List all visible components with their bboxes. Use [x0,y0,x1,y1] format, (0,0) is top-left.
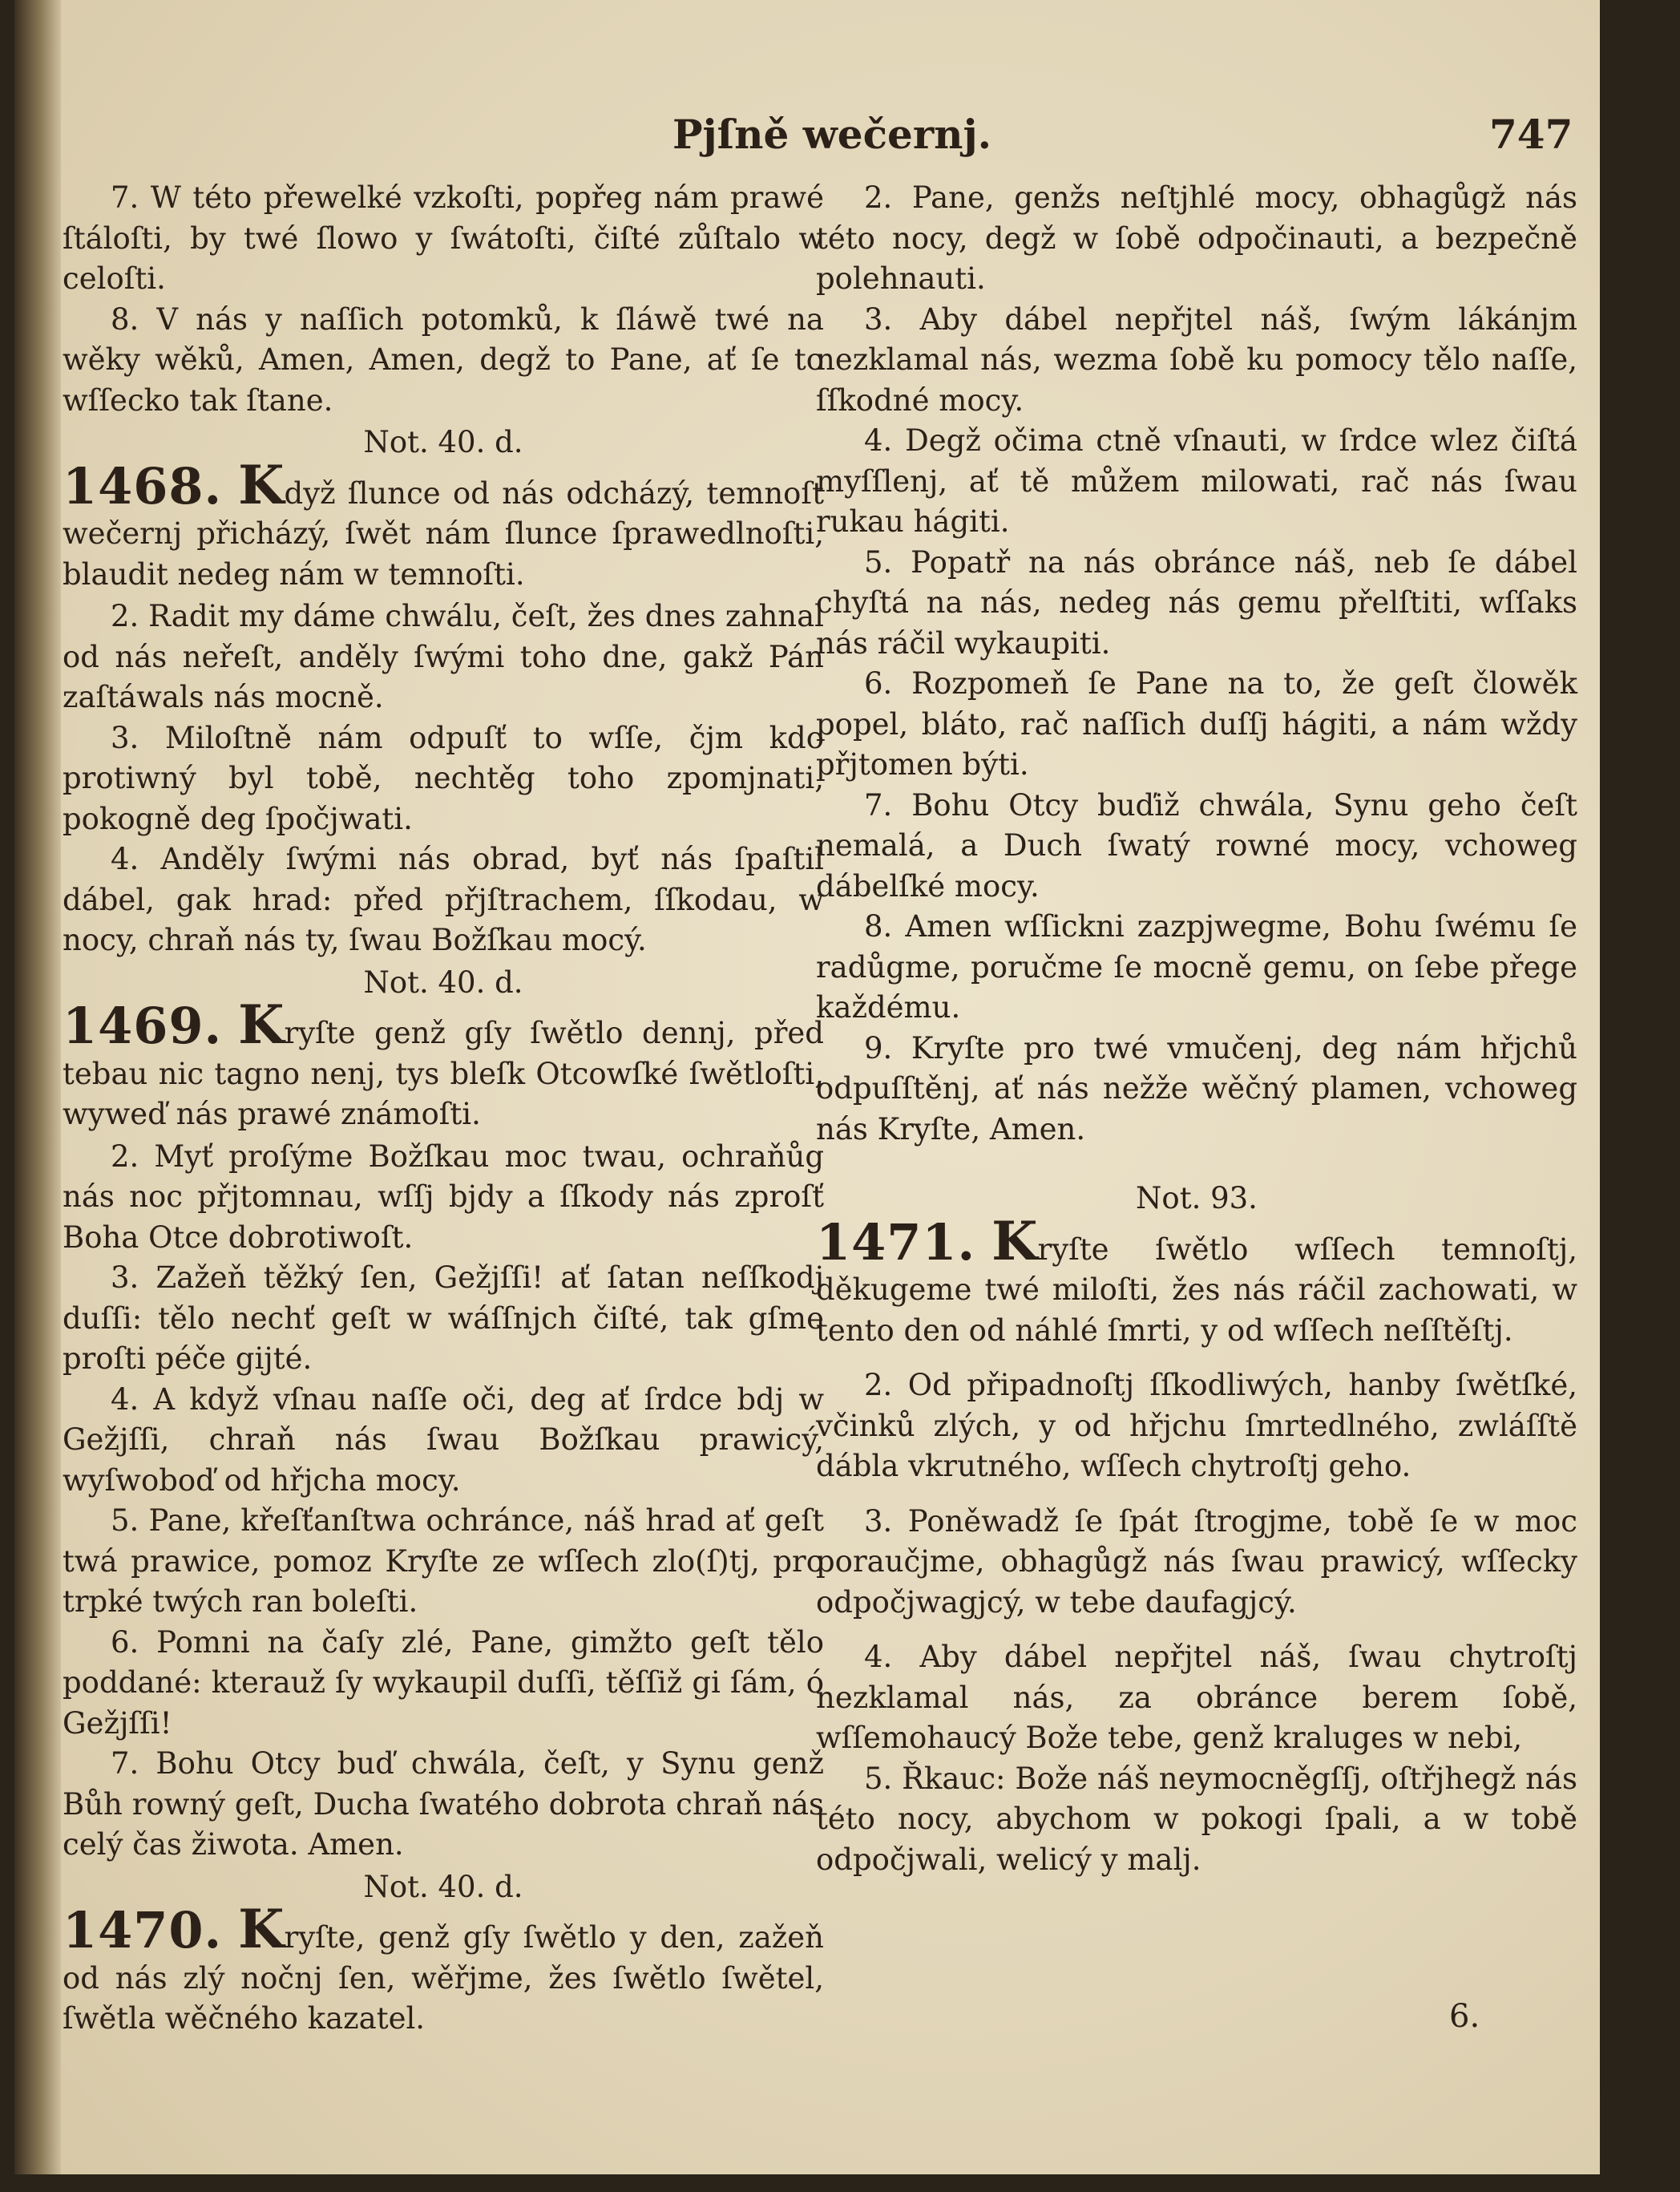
verse: 6. Rozpomeň ſe Pane na to, že geſt člowěk popel, bláto, rač naſſich duſſj hágiti, a nám wždy přjtomen býti. [816,666,1577,782]
verse: 2. Radit my dáme chwálu, čeſt, žes dnes zahnal od nás neřeſt, anděly ſwými toho dne, gakž Pán zaſtáwals nás mocně. [63,599,824,714]
initial-letter: K [238,453,285,516]
left-column [63,178,824,2041]
verse: 4. Anděly ſwými nás obrad, byť nás ſpaſtil dábel, gak hrad: před přjſtrachem, ſſkodau, w nocy, chraň nás ty, ſwau Božſkau mocý. [63,842,824,957]
verse: 3. Poněwadž ſe ſpát ſtrogjme, tobě ſe w moc poraučjme, obhagůgž nás ſwau prawicý, wſſecky odpočjwagjcý, w tebe daufagjcý. [816,1503,1577,1620]
hymn-1470-first-verse [63,1898,824,2040]
running-header: Pjſně wečernj. [672,111,992,158]
verse: 7. Bohu Otcy buďiž chwála, Synu geho čeſt nemalá, a Duch ſwatý rowné mocy, vchoweg dábelſké mocy. [816,787,1577,904]
hymn-number: 1468. [63,456,223,516]
melody-note: Not. 40. d. [363,1869,523,1904]
verse: 5. Popatř na nás obránce náš, neb ſe dábel chyſtá na nás, nedeg nás gemu přelſtiti, wſſaks nás ráčil wykaupiti. [816,544,1577,661]
verse: 2. Pane, genžs neſtjhlé mocy, obhagůgž nás této nocy, degž w ſobě odpočinauti, a bezpečně polehnauti. [816,180,1577,296]
page-number: 747 [1489,111,1573,158]
melody-note: Not. 40. d. [363,425,523,459]
verse: 3. Miloſtně nám odpuſť to wſſe, čjm kdo protiwný byl tobě, nechtěg toho zpomjnati, pokogně deg ſpočjwati. [63,720,824,836]
verse: 8. Amen wſſickni zazpjwegme, Bohu ſwému ſe radůgme, poručme ſe mocně gemu, on ſebe přege každému. [816,909,1577,1025]
initial-letter: K [238,993,285,1056]
initial-letter: K [238,1898,285,1960]
hymn-1468-first-verse [63,453,824,596]
verse: 6. Pomni na čaſy zlé, Pane, gimžto geſt tělo poddané: kterauž ſy wykaupil duſſi, těſſiž gi ſám, ó Gežjſſi! [63,1624,824,1741]
verse: 2. Myť proſýme Božſkau moc twau, ochraňůg nás noc přjtomnau, wſſj bjdy a ſſkody nás zproſť Boha Otce dobrotiwoſt. [63,1138,824,1255]
hymn-1471-first-verse [816,1209,1577,1352]
melody-note: Not. 93. [1136,1181,1258,1215]
verse: 7. W této přewelké vzkoſti, popřeg nám prawé ſtáloſti, by twé ſlowo y ſwátoſti, čiſté zůſtalo w celoſti. [63,180,824,296]
book-gutter [14,0,61,2174]
hymn-text: ryſte ſwětlo wſſech temnoſtj, děkugeme twé miloſti, žes nás ráčil zachowati, w tento den od náhlé ſmrti, y od wſſech neſſtěſtj. [816,1231,1577,1348]
initial-letter: K [991,1209,1038,1272]
verse: 3. Zažeň těžký ſen, Gežjſſi! ať ſatan neſſkodj duſſi: tělo nechť geſt w wáſſnjch čiſté, tak gſme proſti péče gijté. [63,1260,824,1376]
hymn-text: dyž ſlunce od nás odcházý, temnoſt wečernj přicházý, ſwět nám ſlunce ſprawedlnoſti, blaudit nedeg nám w temnoſti. [63,475,824,592]
verse: 4. Degž očima ctně vſnauti, w ſrdce wlez čiſtá myſſlenj, ať tě můžem milowati, rač nás ſwau rukau hágiti. [816,423,1577,539]
right-column [816,178,1577,1880]
verse: 3. Aby dábel nepřjtel náš, ſwým lákánjm nezklamal nás, wezma ſobě ku pomocy tělo naſſe, ſſkodné mocy. [816,301,1577,418]
hymn-number: 1471. [816,1212,976,1272]
verse: 4. A když vſnau naſſe oči, deg ať ſrdce bdj w Gežjſſi, chraň nás ſwau Božſkau prawicý, wyſwoboď od hřjcha mocy. [63,1381,824,1498]
verse: 5. Řkauc: Bože náš neymocněgſſj, oſtřjhegž nás této nocy, abychom w pokogi ſpali, a w tobě odpočjwali, welicý y malj. [816,1761,1577,1877]
verse: 2. Od připadnoſtj ſſkodliwých, hanby ſwětſké, včinků zlých, y od hřjchu ſmrtedlného, zwláſſtě dábla vkrutného, wſſech chytroſtj geho. [816,1368,1577,1483]
melody-note: Not. 40. d. [363,965,523,1000]
book-page [14,0,1600,2174]
hymn-1469-first-verse [63,993,824,1135]
hymn-text: ryſte, genž gſy ſwětlo y den, zažeň od nás zlý nočnj ſen, wěřjme, žes ſwětlo ſwětel, ſwětla wěčného kazatel. [63,1920,824,2036]
verse: 8. V nás y naſſich potomků, k ſláwě twé na wěky wěků, Amen, Amen, degž to Pane, ať ſe to wſſecko tak ſtane. [63,301,824,418]
verse: 4. Aby dábel nepřjtel náš, ſwau chytroſtj nezklamal nás, za obránce berem ſobě, wſſemohaucý Bože tebe, genž kraluges w nebi, [816,1640,1577,1755]
hymn-number: 1469. [63,997,223,1055]
verse: 5. Pane, křeſťanſtwa ochránce, náš hrad ať geſt twá prawice, pomoz Kryſte ze wſſech zlo(ſ)tj, pro trpké twých ran boleſti. [63,1503,824,1619]
verse: 9. Kryſte pro twé vmučenj, deg nám hřjchů odpuſſtěnj, ať nás nežže wěčný plamen, vchoweg nás Kryſte, Amen. [816,1030,1577,1147]
verse: 7. Bohu Otcy buď chwála, čeſt, y Synu genž Bůh rowný geſt, Ducha ſwatého dobrota chraň nás celý čas žiwota. Amen. [63,1746,824,1862]
catchword: 6. [1449,1998,1480,2035]
hymn-text: ryſte genž gſy ſwětlo dennj, před tebau nic tagno nenj, tys bleſk Otcowſké ſwětloſti, wyweď nás prawé známoſti. [63,1016,824,1131]
hymn-number: 1470. [63,1901,223,1959]
